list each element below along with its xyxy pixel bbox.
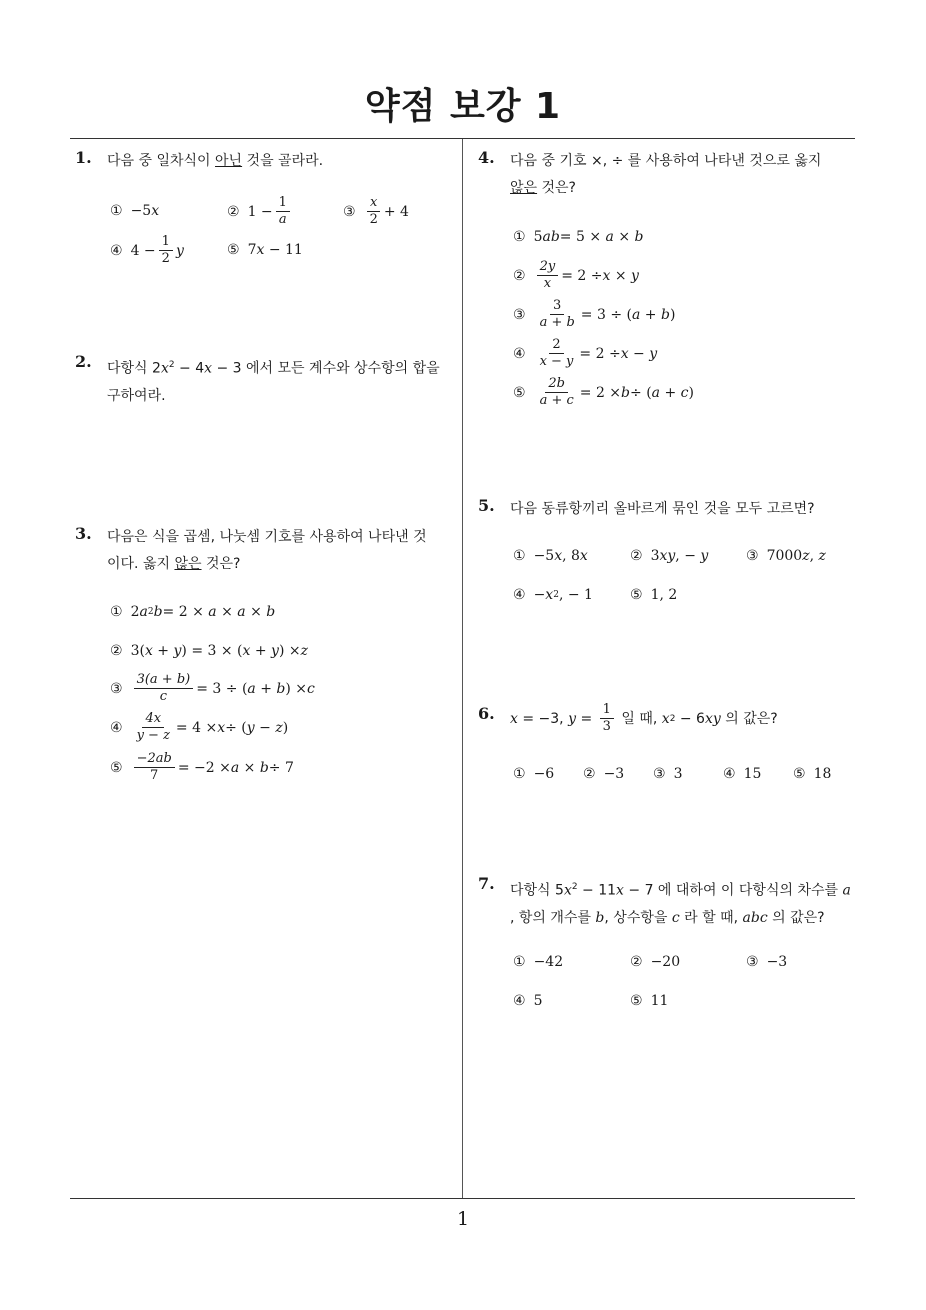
question-text: 다항식 $5x^2 - 11x - 7$ 에 대하여 이 다항식의 차수를 a , 항의 개수를 b, 상수항을 c 라 할 때, abc 의 값은? bbox=[510, 882, 851, 926]
choice-marker: ② bbox=[630, 954, 643, 970]
choice-marker: ④ bbox=[513, 993, 526, 1009]
page-title: 약점 보강 1 bbox=[364, 86, 562, 127]
question-number: 6. bbox=[478, 704, 495, 723]
question-number: 1. bbox=[75, 148, 92, 167]
choice-marker: ① bbox=[513, 766, 526, 782]
question-3 bbox=[75, 524, 460, 804]
footer-rule bbox=[70, 1198, 855, 1199]
option-5[interactable]: ⑤ 7 x − 11 bbox=[227, 242, 303, 258]
choice-marker: ④ bbox=[723, 766, 736, 782]
underlined-keyword: 않은 bbox=[510, 180, 538, 196]
choice-marker: ③ bbox=[746, 548, 759, 564]
choice-marker: ⑤ bbox=[227, 242, 240, 258]
choice-marker: ⑤ bbox=[630, 587, 643, 603]
option-5[interactable]: ⑤ 18 bbox=[793, 766, 832, 782]
option-1[interactable]: ① −5 x bbox=[110, 203, 160, 219]
page-number: 1 bbox=[456, 1208, 470, 1230]
question-number: 5. bbox=[478, 496, 495, 515]
option-2[interactable]: ② 1 − $\frac{1}{a}$ bbox=[227, 195, 293, 228]
option-2[interactable]: ② −20 bbox=[630, 954, 681, 970]
question-4 bbox=[478, 148, 858, 428]
question-text: 다음은 식을 곱셈, 나눗셈 기호를 사용하여 나타낸 것 이다. 옳지 않은 것은? bbox=[107, 529, 427, 572]
choice-marker: ② bbox=[513, 267, 526, 284]
question-number: 3. bbox=[75, 524, 92, 543]
option-3[interactable]: ③ $\frac{3(a + b)}{c}$ = 3 ÷ ( a + b ) × c bbox=[110, 672, 315, 704]
choice-marker: ① bbox=[513, 954, 526, 970]
option-1[interactable]: ① −6 bbox=[513, 766, 555, 782]
option-4[interactable]: ④ 4 − $\frac{1}{2}$ y bbox=[110, 234, 184, 266]
option-5[interactable]: ⑤ $\frac{2b}{a + c}$ = 2 × b ÷ ( a + c ) bbox=[513, 376, 694, 408]
choice-marker: ① bbox=[513, 229, 526, 245]
question-text: 다음 중 일차식이 아닌 것을 골라라. bbox=[107, 153, 324, 169]
question-6 bbox=[478, 704, 858, 794]
choice-marker: ② bbox=[583, 766, 596, 782]
question-text: 다항식 $2x^2 - 4x - 3$ 에서 모든 계수와 상수항의 합을 구하여라. bbox=[107, 360, 440, 404]
question-number: 4. bbox=[478, 148, 495, 167]
question-text: 다음 중 기호 ×, ÷ 를 사용하여 나타낸 것으로 옳지 않은 것은? bbox=[510, 153, 822, 196]
option-5[interactable]: ⑤ 11 bbox=[630, 993, 669, 1009]
option-3[interactable]: ③ 7000 z , z bbox=[746, 548, 826, 564]
question-text: 다음 동류항끼리 올바르게 묶인 것을 모두 고르면? bbox=[510, 501, 815, 517]
option-5[interactable]: ⑤ $\frac{-2ab}{7}$ = −2 × a × b ÷ 7 bbox=[110, 751, 294, 783]
option-1[interactable]: ① −5 x , 8 x bbox=[513, 548, 588, 564]
option-2[interactable]: ② 3 xy , − y bbox=[630, 548, 709, 564]
choice-marker: ④ bbox=[513, 345, 526, 362]
option-3[interactable]: ③ −3 bbox=[746, 954, 788, 970]
option-1[interactable]: ① 5 ab = 5 × a × b bbox=[513, 229, 644, 245]
option-5[interactable]: ⑤ 1, 2 bbox=[630, 587, 678, 603]
column-divider bbox=[462, 139, 463, 1199]
option-3[interactable]: ③ $\frac{3}{a + b}$ = 3 ÷ ( a + b ) bbox=[513, 298, 676, 330]
option-4[interactable]: ④ − x 2 , − 1 bbox=[513, 587, 593, 603]
choice-marker: ① bbox=[513, 548, 526, 564]
option-4[interactable]: ④ $\frac{4x}{y - z}$ = 4 × x ÷ ( y − z ) bbox=[110, 711, 289, 743]
choice-marker: ① bbox=[110, 203, 123, 219]
choice-marker: ③ bbox=[746, 954, 759, 970]
option-2[interactable]: ② 3( x + y ) = 3 × ( x + y ) × z bbox=[110, 643, 309, 659]
choice-marker: ④ bbox=[110, 719, 123, 736]
option-3[interactable]: ③ $\frac{x}{2}$ + 4 bbox=[343, 195, 409, 227]
choice-marker: ③ bbox=[653, 766, 666, 782]
choice-marker: ⑤ bbox=[630, 993, 643, 1009]
option-1[interactable]: ① 2 a 2 b = 2 × a × a × b bbox=[110, 604, 276, 620]
question-5 bbox=[478, 496, 858, 616]
choice-marker: ③ bbox=[110, 680, 123, 697]
option-2[interactable]: ② $\frac{2y}{x}$ = 2 ÷ x × y bbox=[513, 259, 639, 291]
option-3[interactable]: ③ 3 bbox=[653, 766, 683, 782]
question-7 bbox=[478, 874, 858, 1024]
option-1[interactable]: ① −42 bbox=[513, 954, 564, 970]
question-2 bbox=[75, 352, 460, 412]
option-2[interactable]: ② −3 bbox=[583, 766, 625, 782]
question-text: x = −3, y = $\frac{1}{3}$ 일 때, x 2 − 6 xy 의 값은? bbox=[510, 702, 778, 734]
choice-marker: ⑤ bbox=[793, 766, 806, 782]
question-1 bbox=[75, 148, 460, 278]
choice-marker: ④ bbox=[110, 242, 123, 259]
underlined-keyword: 아닌 bbox=[215, 153, 243, 169]
choice-marker: ② bbox=[227, 203, 240, 220]
choice-marker: ① bbox=[110, 604, 123, 620]
question-number: 2. bbox=[75, 352, 92, 371]
choice-marker: ④ bbox=[513, 587, 526, 603]
choice-marker: ③ bbox=[513, 306, 526, 323]
question-number: 7. bbox=[478, 874, 495, 893]
choice-marker: ⑤ bbox=[513, 384, 526, 401]
underlined-keyword: 않은 bbox=[174, 556, 202, 572]
choice-marker: ③ bbox=[343, 203, 356, 220]
option-4[interactable]: ④ $\frac{2}{x - y}$ = 2 ÷ x − y bbox=[513, 337, 658, 369]
option-4[interactable]: ④ 5 bbox=[513, 993, 543, 1009]
choice-marker: ② bbox=[630, 548, 643, 564]
choice-marker: ⑤ bbox=[110, 759, 123, 776]
choice-marker: ② bbox=[110, 643, 123, 659]
option-4[interactable]: ④ 15 bbox=[723, 766, 762, 782]
